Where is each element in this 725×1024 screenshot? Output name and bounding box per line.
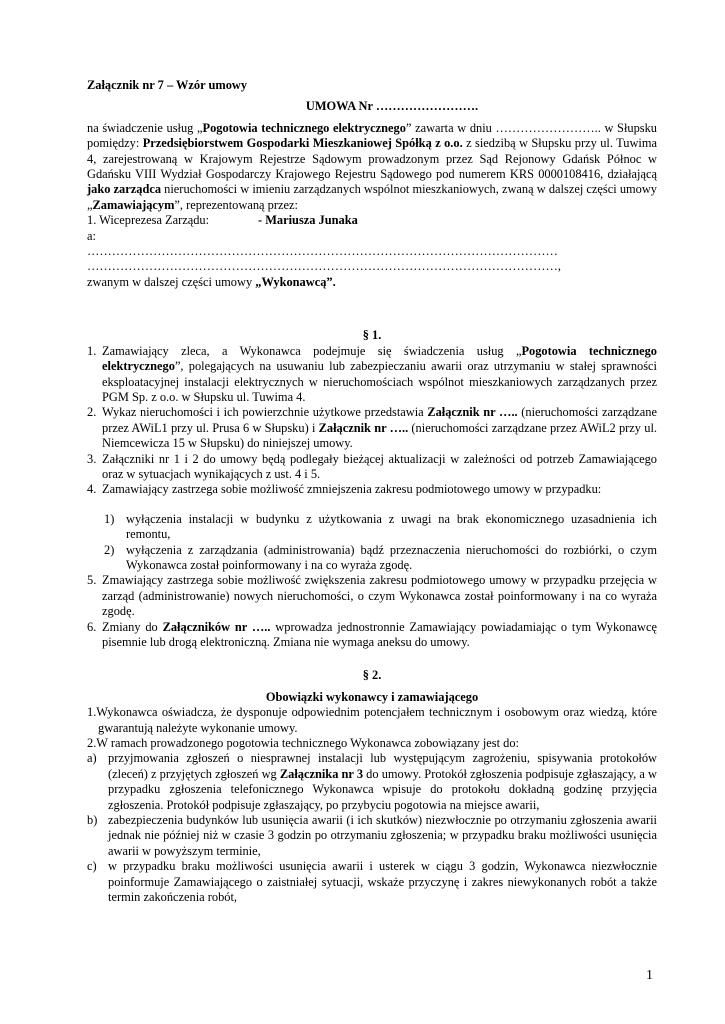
list-item xyxy=(87,751,657,813)
paragraph: 1.Wykonawca oświadcza, że dysponuje odpowiednim potencjałem technicznym i osobowym oraz wiedzą, które gwarantują należyte wykonanie umowy. xyxy=(87,705,657,735)
item-number: 2. xyxy=(87,405,97,420)
blank-line-1: …………………………………………………………………………………………………… xyxy=(87,244,558,259)
sub-list-item xyxy=(87,543,657,574)
contractor-name: „Wykonawcą”. xyxy=(255,274,336,289)
document-page xyxy=(87,78,657,906)
item-text: Zmawiający zastrzega sobie możliwość zwiększenia zakresu podmiotowego umowy w przypadku przejęcia w zarząd (administrowanie) nowych nieruchomości, o czym Wykonawca został poinformowany i na co wyraża zgodę. xyxy=(102,573,657,619)
intro-text: nieruchomości w imieniu zarządzanych wspólnot mieszkaniowych, zwaną w dalszej części umowy „ xyxy=(87,182,657,212)
item-number: 1. xyxy=(87,343,97,358)
list-item xyxy=(87,452,657,483)
contractor-text: zwanym w dalszej części umowy xyxy=(87,274,256,289)
item-text: w przypadku braku możliwości usunięcia awarii i usterek w ciągu 3 godzin, Wykonawca niezwłocznie poinformuje Zamawiającego o zaistniałej sytuacji, wskaże przyczynę i zakres niewykonanych robót a także termin zakończenia robót, xyxy=(108,859,657,905)
intro-paragraph xyxy=(87,121,657,213)
paragraph: 2.W ramach prowadzonego pogotowia technicznego Wykonawca zobowiązany jest do: xyxy=(87,736,519,751)
blank-line-2: ……………………………………………………………………………………………………, xyxy=(87,259,561,274)
a-label: a: xyxy=(87,228,96,243)
representative-line xyxy=(87,213,657,228)
item-text: Zmiany do Załączników nr ….. wprowadza jednostronnie Zamawiający powiadamiając o tym Wykonawcę pisemnie lub drogą elektroniczną. Zmiana nie wymaga aneksu do umowy. xyxy=(102,619,657,649)
section-2-subheading: Obowiązki wykonawcy i zamawiającego xyxy=(265,689,479,704)
item-number: 3. xyxy=(87,451,97,466)
intro-text: z siedzibą w Słupsku przy ul. Tuwima 4, zarejestrowaną w Krajowym Rejestrze Sądowym prowadzonym przez Sąd Rejonowy Gdańsk Północ w Gdańsku VIII Wydział Gospodarczy Krajowego Rejestru Sądowego pod numerem KRS 0000108416, działającą xyxy=(87,136,657,182)
item-letter: a) xyxy=(87,751,97,766)
page-number: 1 xyxy=(646,968,653,983)
item-number: 6. xyxy=(87,619,97,634)
sub-list-item xyxy=(87,512,657,543)
intro-text: ”, reprezentowaną przez: xyxy=(174,197,298,212)
annex-header: Załącznik nr 7 – Wzór umowy xyxy=(87,78,248,92)
item-text: Zamawiający zleca, a Wykonawca podejmuje się świadczenia usług „Pogotowia technicznego elektrycznego”, polegających na usuwaniu lub zabezpieczaniu awarii oraz utrzymaniu w stałej sprawności eksploatacyjnej instalacji elektrycznych w nieruchomościach wspólnot mieszkaniowych zarządzanych przez PGM Sp. z o.o. w Słupsku ul. Tuwima 4. xyxy=(102,343,657,404)
list-item xyxy=(87,620,657,651)
service-name: Pogotowia technicznego elektrycznego xyxy=(202,120,406,135)
intro-text: ” zawarta w dniu …………………….. w Słupsku pomiędzy: xyxy=(87,120,657,151)
item-letter: b) xyxy=(87,813,98,828)
role-text: jako zarządca xyxy=(87,182,162,197)
item-text: Zamawiający zastrzega sobie możliwość zmniejszenia zakresu podmiotowego umowy w przypadku: xyxy=(102,482,602,497)
rep-name: - Mariusza Junaka xyxy=(258,213,358,228)
list-item xyxy=(87,344,657,406)
item-text: zabezpieczenia budynków lub usunięcia awarii (i ich skutków) niezwłocznie po otrzymaniu zgłoszenia awarii jednak nie później niż w czasie 3 godzin po otrzymaniu zgłoszenia; w przypadku braku możliwości usunięcia awarii w powyższym terminie, xyxy=(108,813,657,858)
item-number: 4. xyxy=(87,482,97,497)
item-text: Załączniki nr 1 i 2 do umowy będą podlegały bieżącej aktualizacji w zależności od potrzeb Zamawiającego oraz w sytuacjach wynikających z ust. 4 i 5. xyxy=(102,451,657,481)
list-item xyxy=(87,859,657,905)
contractor-line xyxy=(87,275,657,290)
section-2-heading: § 2. xyxy=(362,668,382,683)
contract-title: UMOWA Nr ……………………. xyxy=(305,99,479,114)
rep-label: 1. Wiceprezesa Zarządu: xyxy=(87,213,210,228)
section-1-heading: § 1. xyxy=(362,328,382,343)
client-name: Zamawiającym xyxy=(92,197,175,212)
list-item xyxy=(87,482,657,497)
item-number: 1) xyxy=(104,511,115,526)
item-letter: c) xyxy=(87,859,97,874)
list-item xyxy=(87,813,657,859)
item-text: Wykaz nieruchomości i ich powierzchnie użytkowe przedstawia Załącznik nr ….. (nieruchomości zarządzane przez AWiL1 przy ul. Prusa 6 w Słupsku) i Załącznik nr ….. (nieruchomości zarządzane przez AWiL2 przy ul. Niemcewicza 15 w Słupsku) do niniejszej umowy. xyxy=(102,405,657,451)
item-text: wyłączenia z zarządzania (administrowania) bądź przeznaczenia nieruchomości do rozbiórki, o czym Wykonawca został poinformowany i na co wyraża zgodę. xyxy=(126,542,657,572)
intro-text: na świadczenie usług „ xyxy=(87,120,203,135)
item-text: przyjmowania zgłoszeń o niesprawnej instalacji lub występującym zagrożeniu, spisywania protokołów (zleceń) z przyjętych zgłoszeń wg Załącznika nr 3 do umowy. Protokół zgłoszenia podpisuje zgłaszający, a w przypadku zgłoszenia telefonicznego Wykonawca wpisuje do protokołu dokładną godzinę przyjęcia zgłoszenia. Protokół podpisuje zgłaszający, po przybyciu pogotowia na miejsce awarii, xyxy=(108,751,657,812)
item-text: wyłączenia instalacji w budynku z użytkowania z uwagi na brak ekonomicznego uzasadnienia ich remontu, xyxy=(126,511,657,542)
item-number: 2) xyxy=(104,542,115,557)
list-item xyxy=(87,405,657,451)
list-item xyxy=(87,573,657,619)
company-name: Przedsiębiorstwem Gospodarki Mieszkaniowej Spółką z o.o. xyxy=(142,136,463,151)
item-number: 5. xyxy=(87,573,97,588)
